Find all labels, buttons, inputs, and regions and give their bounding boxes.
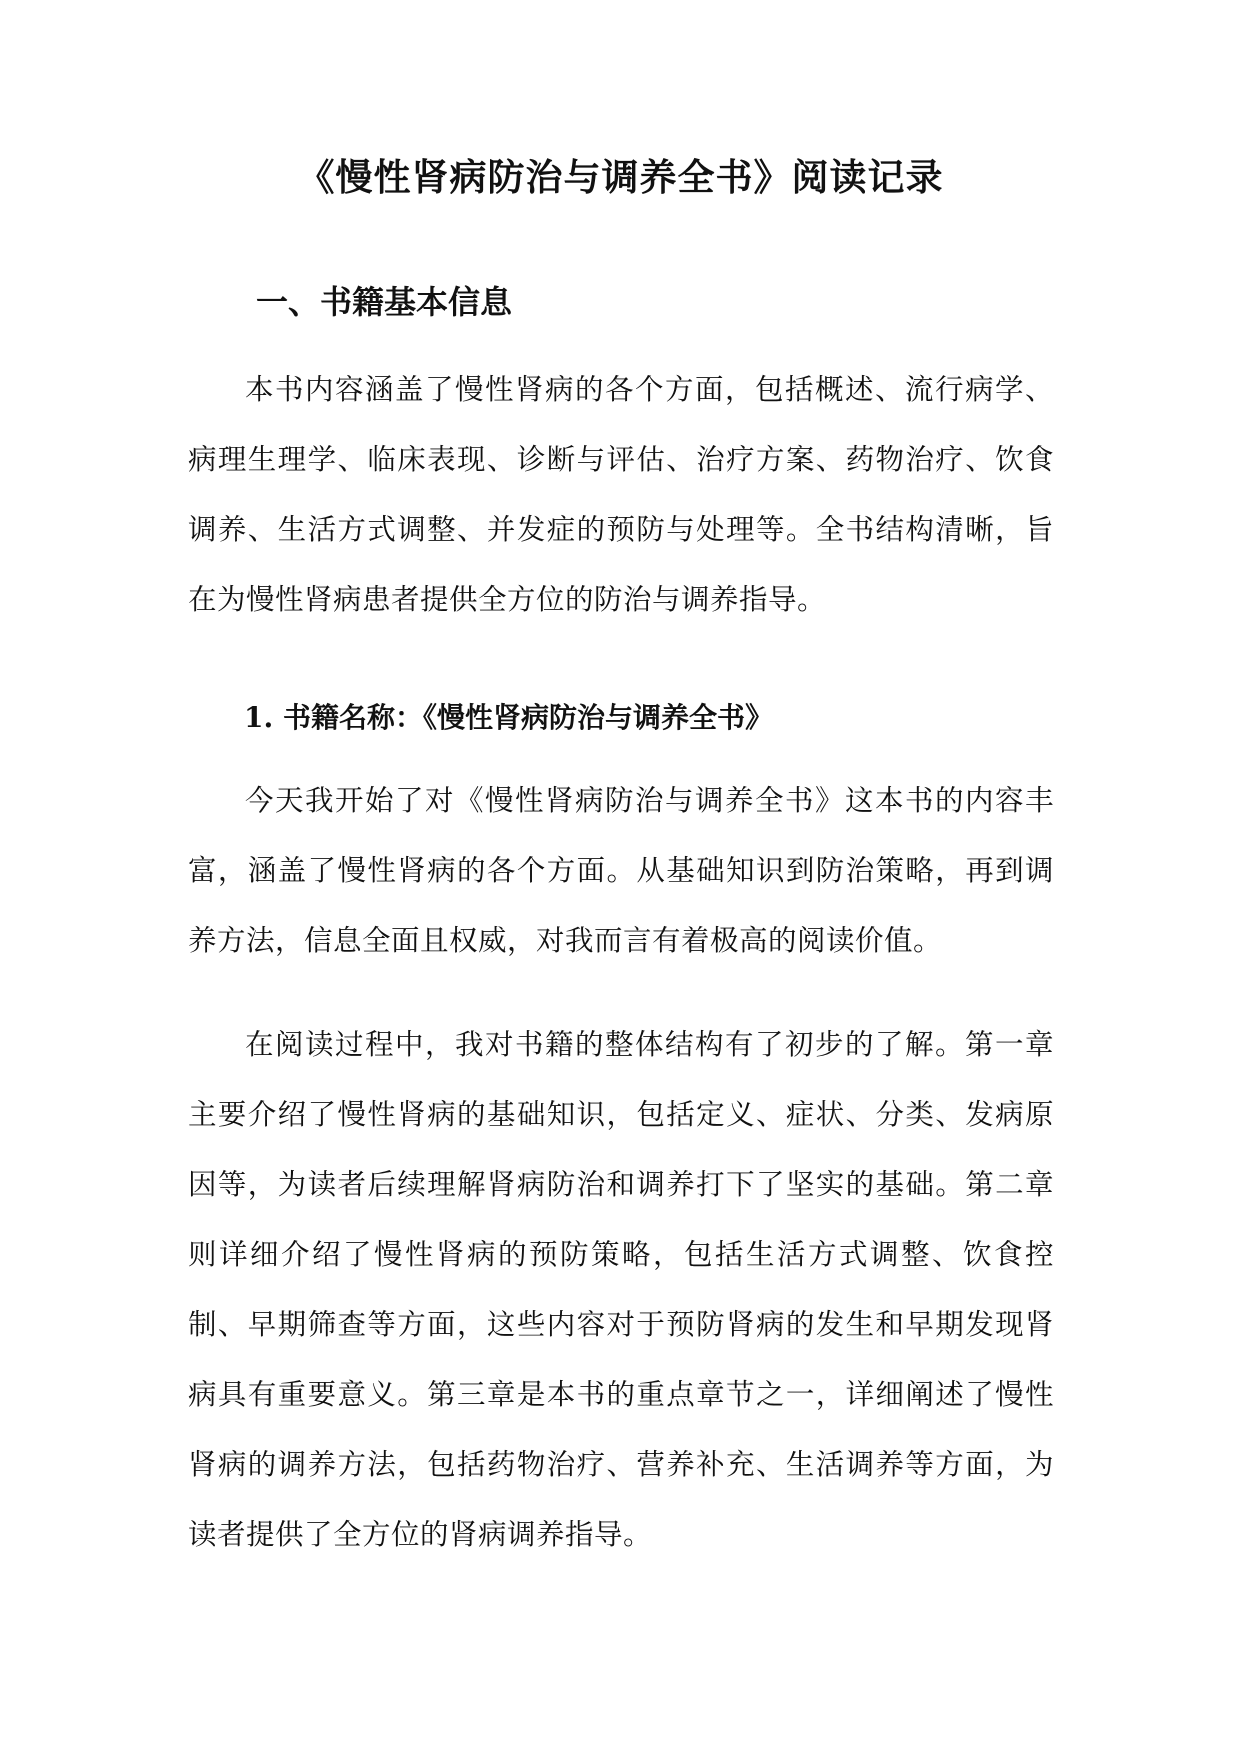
document-title: 《慢性肾病防治与调养全书》阅读记录 xyxy=(297,155,944,199)
book-name-heading: 1. 书籍名称：《慢性肾病防治与调养全书》 xyxy=(244,701,773,734)
section-heading-basic-info: 一、书籍基本信息 xyxy=(256,283,513,321)
reading-paragraph-2: 在阅读过程中，我对书籍的整体结构有了初步的了解。第一章主要介绍了慢性肾病的基础知识，包括定义、症状、分类、发病原因等，为读者后续理解肾病防治和调养打下了坚实的基础。第二章则详细介绍了慢性肾病的预防策略，包括生活方式调整、饮食控制、早期筛查等方面，这些内容对于预防肾病的发生和早期发现肾病具有重要意义。第三章是本书的重点章节之一，详细阐述了慢性肾病的调养方法，包括药物治疗、营养补充、生活调养等方面，为读者提供了全方位的肾病调养指导。 xyxy=(188,1028,1054,1551)
reading-paragraph-1: 今天我开始了对《慢性肾病防治与调养全书》这本书的内容丰富，涵盖了慢性肾病的各个方面。从基础知识到防治策略，再到调养方法，信息全面且权威，对我而言有着极高的阅读价值。 xyxy=(188,784,1054,957)
section-intro-paragraph: 本书内容涵盖了慢性肾病的各个方面，包括概述、流行病学、病理生理学、临床表现、诊断与评估、治疗方案、药物治疗、饮食调养、生活方式调整、并发症的预防与处理等。全书结构清晰，旨在为慢性肾病患者提供全方位的防治与调养指导。 xyxy=(188,373,1054,616)
